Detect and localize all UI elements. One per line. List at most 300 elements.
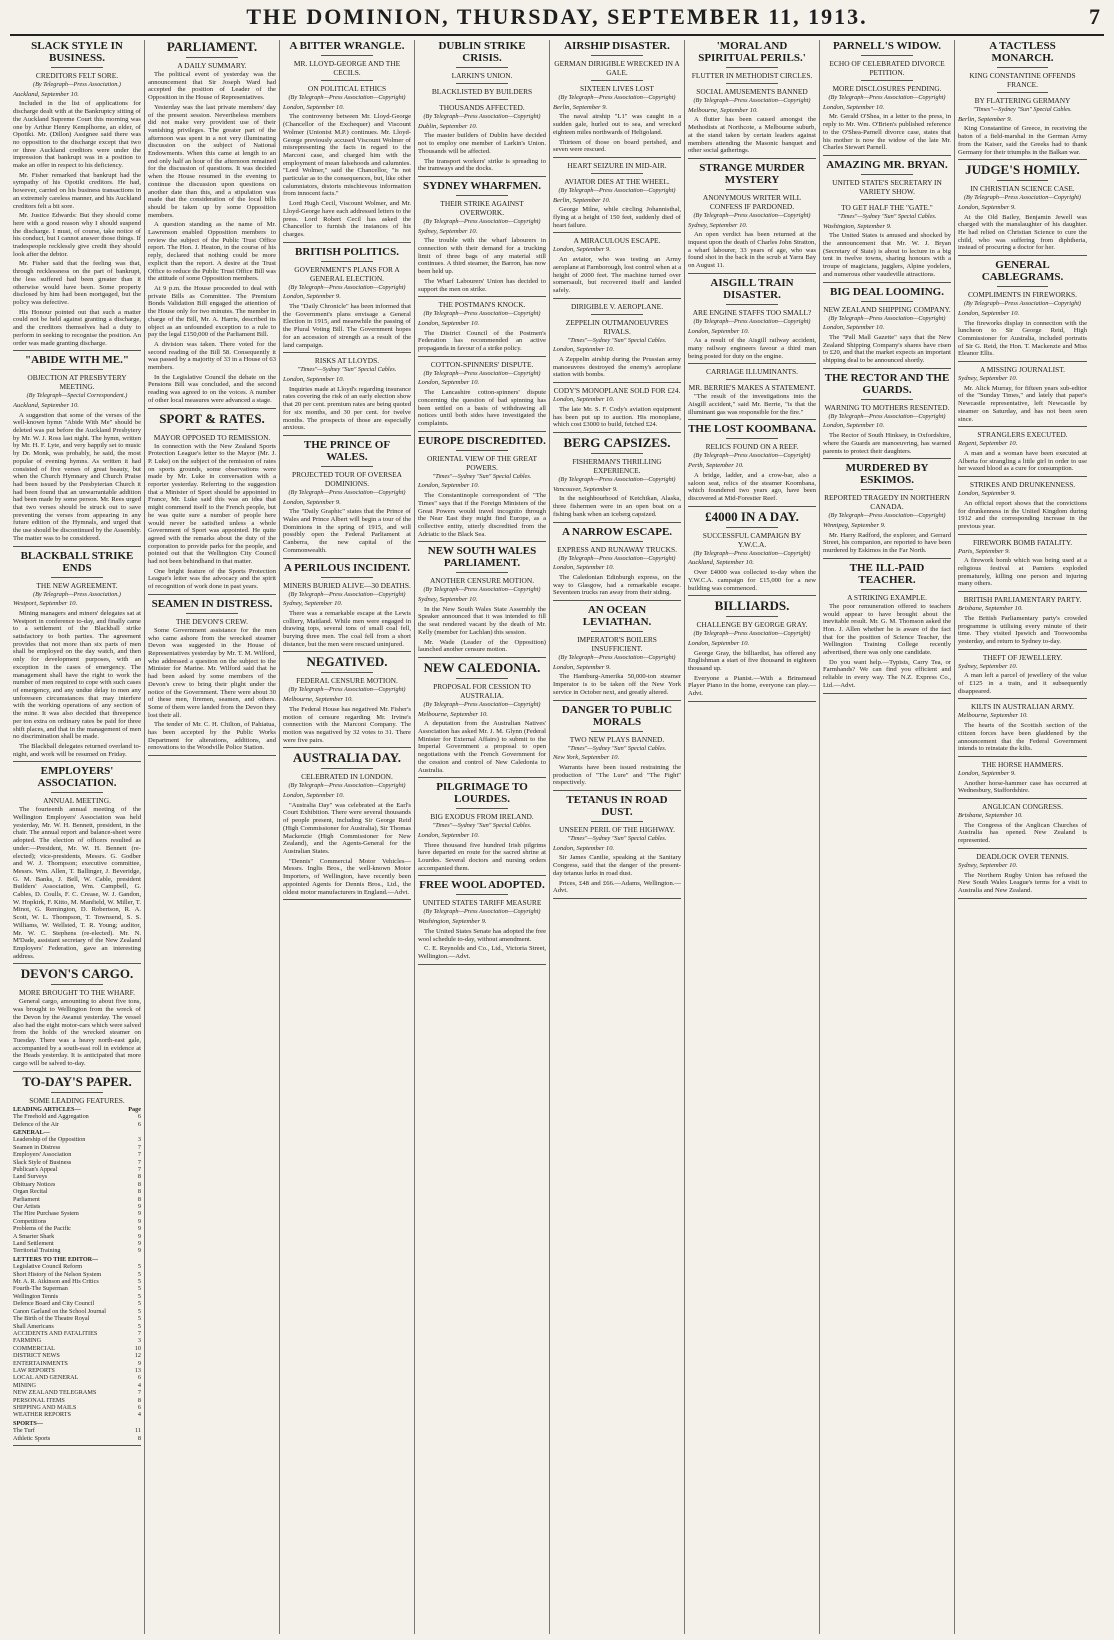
article-subheading: UNITED STATES TARIFF MEASURE: [422, 898, 542, 908]
article-paragraph: "The result of the investigations into the Aisgill accident," said Mr. Berrie, "is that the illuminant gas was responsible for the fire.": [688, 393, 816, 416]
article-paragraph: Washington, September 9.: [418, 918, 487, 926]
article-separator: [958, 476, 1087, 477]
article-dateline: (By Telegraph—Press Association—Copyright): [964, 300, 1081, 308]
article-subheading: TO GET HALF THE "GATE.": [841, 202, 933, 212]
article-subheading: CHALLENGE BY GEORGE GRAY.: [696, 620, 808, 630]
article-separator: [418, 777, 546, 778]
article: [823, 372, 951, 460]
article-paragraph: The United States Senate has adopted the free wool schedule to-day, without amendment.: [418, 927, 546, 943]
divider: [51, 1092, 102, 1093]
article-paragraph: In connection with the New Zealand Sports Protection League's letter to the Mayor (Mr. J. P. Luke) on the subject of the remission of rates on sports grounds, some observations were made by Mr. Luke in conversation with a reporter yesterday. Referring to the suggestion that a Minister of Sport should be appointed in France, Mr. Luke said this was an idea that might commend itself to the French people, but he was quite sure a number of people here would never be satisfied unless a whole Government of Sport was appointed. He quite agreed with the remarks about the duty of the corporation to provide parks for the people, and pointed out that the Wellington City Council had not been behindhand in that matter.: [148, 442, 276, 566]
article-body: [283, 376, 411, 432]
article-dateline: (By Telegraph—Press Association—Copyright): [693, 317, 811, 325]
article-paragraph: A man and a woman have been executed at Alberta for strangling a little girl in order to use her waxed blood as a cure for consumption.: [958, 449, 1087, 473]
article-body: [688, 462, 816, 503]
article-subheading: FIREWORK BOMB FATALITY.: [972, 537, 1073, 547]
article-subheading: MR. LLOYD-GEORGE AND THE CECILS.: [293, 59, 401, 77]
article-paragraph: London, September 9.: [283, 498, 341, 506]
article-body: [823, 422, 951, 455]
article-paragraph: The British Parliamentary party's crowded programme is utilising every minute of their time. They visited Ipswich and Toowoomba yesterday, and return to Sydney to-day.: [958, 614, 1087, 645]
article-paragraph: Perth, September 10.: [688, 462, 744, 470]
article: [418, 781, 546, 876]
article-body: [13, 600, 141, 758]
divider: [51, 369, 102, 370]
article-headline: AIRSHIP DISASTER.: [564, 40, 670, 52]
contents-label: The Hire Purchase System: [13, 1210, 79, 1218]
contents-row: [13, 1240, 141, 1247]
article-dateline: (By Telegraph—Press Association—Copyright): [423, 369, 541, 377]
article-paragraph: A bridge, ladder, and a crow-bar, also a saloon seat, relics of the steamer Koombana, which foundered two years ago, have been discovered at Mid-Forestier Reef.: [688, 471, 816, 502]
article-paragraph: His Honour pointed out that such a matter could not be held against granting a discharge, and the creditors themselves had a duty to perform in seeking to recognise the position. An order was made granting discharge.: [13, 308, 141, 347]
contents-row: [13, 1308, 141, 1315]
article-body: [418, 596, 546, 654]
contents-row: [13, 1345, 141, 1352]
article-body: [418, 228, 546, 294]
contents-page: 3: [137, 1337, 141, 1345]
contents-label: Obituary Notices: [13, 1180, 56, 1188]
article-subheading: KILTS IN AUSTRALIAN ARMY.: [970, 702, 1075, 712]
article-paragraph: Brisbane, September 10.: [958, 812, 1023, 820]
article-body: [958, 310, 1087, 358]
article-paragraph: London, September 10.: [283, 375, 345, 383]
contents-label: The Freehold and Aggregation: [13, 1113, 89, 1121]
article-paragraph: A deputation from the Australian Natives' Association has asked Mr. J. M. Glynn (Federal Minister for External Affairs) to submit to the Imperial Government a proposal to open negotiations with the French Government for the cession and control of New Caledonia to Australia.: [418, 720, 546, 774]
contents-page: 5: [137, 1322, 141, 1330]
article-paragraph: The late Mr. S. F. Cody's aviation equipment has been put up to auction. His monoplane, which cost £3000 to build, fetched £24.: [553, 405, 681, 429]
divider: [726, 83, 777, 84]
article-headline: TO-DAY'S PAPER.: [22, 1073, 132, 1089]
article-subheading: COMPLIMENTS IN FIREWORKS.: [967, 290, 1078, 300]
article-separator: [958, 591, 1087, 592]
divider: [591, 314, 642, 315]
contents-row: [13, 1435, 141, 1442]
contents-label: Athletic Sports: [13, 1434, 51, 1442]
article-body: [958, 605, 1087, 646]
article: [283, 562, 411, 653]
article-subheading: A MIRACULOUS ESCAPE.: [573, 236, 661, 246]
article-paragraph: London, September 9.: [958, 203, 1016, 211]
article: [823, 562, 951, 694]
contents-label: The Birth of the Theatre Royal: [13, 1315, 90, 1323]
article-separator: [553, 898, 681, 899]
article-subheading: SOCIAL AMUSEMENTS BANNED: [696, 87, 808, 96]
article-separator: [958, 798, 1087, 799]
article-body: [688, 640, 816, 698]
article-subheading: A STRIKING EXAMPLE.: [847, 592, 927, 602]
article-separator: [418, 431, 546, 432]
article-paragraph: The tender of Mr. C. H. Chilton, of Pahiatua, has been accepted by the Public Works Department for alterations, additions, and renovations to the Woodville Police Station.: [148, 721, 276, 752]
article-subheading: ANONYMOUS WRITER WILL CONFESS IF PARDONED.: [702, 192, 802, 211]
article-subheading: FISHERMAN'S THRILLING EXPERIENCE.: [572, 456, 662, 475]
article-paragraph: The trouble with the wharf labourers in connection with their demand for a trucking limit of three bags of any material still continues. A third steamer, the Barron, has now been held up.: [418, 237, 546, 276]
article: [13, 1075, 141, 1446]
contents-page: 7: [137, 1151, 141, 1159]
divider: [456, 572, 507, 573]
article: [13, 40, 141, 351]
contents-page: 5: [137, 1278, 141, 1286]
article: [553, 161, 681, 234]
contents-page: 5: [137, 1285, 141, 1293]
article-dateline: (By Telegraph—Press Association—Copyright): [828, 94, 946, 101]
article: [13, 550, 141, 763]
article-headline: "ABIDE WITH ME.": [24, 354, 129, 367]
article-subheading: KING CONSTANTINE OFFENDS FRANCE.: [969, 71, 1076, 89]
article-subheading: THE NEW AGREEMENT.: [36, 580, 118, 590]
contents-page: 9: [137, 1210, 141, 1218]
article-subheading: SIXTEEN LIVES LOST: [580, 84, 654, 93]
article-paragraph: The Congress of the Anglican Churches of Australia has opened. New Zealand is represented.: [958, 821, 1087, 845]
article-body: [148, 71, 276, 405]
article-paragraph: C. E. Reynolds and Co., Ltd., Victoria Street, Wellington.—Advt.: [418, 945, 546, 960]
article-body: [418, 123, 546, 173]
divider: [591, 821, 642, 822]
article-paragraph: London, September 10.: [823, 422, 885, 430]
article: [283, 751, 411, 900]
article-subheading: OBJECTION AT PRESBYTERY MEETING.: [27, 373, 127, 392]
masthead: [10, 4, 1104, 36]
article-paragraph: A flutter has been caused amongst the Methodists at Northcote, a Melbourne suburb, at the stand taken by certain leaders against members attending the Masonic banquet and other social gatherings.: [688, 116, 816, 155]
contents-label: Our Artists: [13, 1203, 41, 1210]
article-body: [958, 862, 1087, 895]
article-subheading: MORE BROUGHT TO THE WHARF.: [19, 988, 135, 998]
divider: [456, 195, 507, 196]
article-paragraph: The Constantinople correspondent of "The Times" says that if the Foreign Ministers of the Great Powers would travel incognito through the Near East they might find Europe, as a collective entity, utterly discredited from the Adriatic to the Black Sea.: [418, 492, 546, 538]
contents-row: [13, 1166, 141, 1173]
article-body: [418, 482, 546, 538]
article-headline: NEW SOUTH WALES PARLIAMENT.: [427, 545, 537, 570]
article-paragraph: London, September 10.: [553, 844, 615, 852]
article-separator: [553, 432, 681, 433]
contents-page: 7: [137, 1143, 141, 1151]
contents-page: 8: [137, 1195, 141, 1203]
article-paragraph: "Dennis" Commercial Motor Vehicles—Messrs. Inglis Bros., the well-known Motor Importers, of Wellington, have recently been appointed Agents for Dennis Bros., Ltd., the oldest motor manufacturers in England.—Advt.: [283, 857, 411, 896]
contents-row: [13, 1225, 141, 1232]
article-dateline: (By Telegraph—Press Association—Copyright): [423, 586, 541, 594]
contents-label: MINING: [13, 1381, 37, 1389]
article: [958, 163, 1087, 256]
article-separator: [283, 352, 411, 353]
article-body: [148, 443, 276, 591]
article-paragraph: London, September 9.: [958, 490, 1016, 498]
article-paragraph: The Northern Rugby Union has refused the New South Wales League's terms for a visit to Australia and New Zealand.: [958, 871, 1087, 894]
contents-row: [13, 1367, 141, 1374]
article-body: [553, 246, 681, 294]
article-separator: [958, 255, 1087, 256]
article-separator: [553, 298, 681, 299]
contents-label: Leadership of the Opposition: [13, 1136, 86, 1144]
article-subheading: THOUSANDS AFFECTED.: [439, 103, 525, 112]
contents-page: 8: [137, 1173, 141, 1181]
article-paragraph: The Hamburg-Amerika 50,000-ton steamer Imperator is to be taken off the New York service in October next, and greatly altered.: [553, 673, 681, 696]
article-subheading: ANGLICAN CONGRESS.: [982, 802, 1063, 812]
article: [958, 259, 1087, 362]
article-separator: [958, 698, 1087, 699]
divider: [51, 67, 102, 68]
article-subheading: FEDERAL CENSURE MOTION.: [296, 676, 398, 686]
divider: [321, 577, 372, 578]
article-separator: [13, 963, 141, 964]
article-headline: DUBLIN STRIKE CRISIS.: [438, 40, 526, 64]
divider: [861, 80, 912, 81]
contents-page: Page: [128, 1105, 141, 1113]
article-subheading: BIG EXODUS FROM IRELAND.: [430, 812, 534, 822]
article: [553, 302, 681, 384]
article-paragraph: London, September 10.: [283, 103, 345, 111]
article-subheading: MAYOR OPPOSED TO REMISSION.: [153, 432, 271, 442]
article-paragraph: London, September 9.: [553, 246, 611, 254]
contents-label: Land Surveys: [13, 1173, 48, 1181]
article-dateline: (By Telegraph—Press Association—Copyright): [828, 314, 946, 322]
contents-page: 8: [137, 1180, 141, 1188]
article-separator: [958, 361, 1087, 362]
divider: [726, 379, 777, 380]
article-paragraph: In the New South Wales State Assembly the Speaker announced that it was intended to fill the seat rendered vacant by the death of Mr. Kelly (member for Lachlan) this session.: [418, 605, 546, 636]
article-subheading: STRANGLERS EXECUTED.: [977, 430, 1068, 440]
divider: [321, 466, 372, 467]
contents-page: 9: [137, 1225, 141, 1233]
article-paragraph: Sydney, September 10.: [418, 596, 478, 604]
contents-row: [13, 1330, 141, 1337]
contents-page: 8: [137, 1188, 141, 1196]
article-paragraph: The fourteenth annual meeting of the Wellington Employers' Association was held yesterday, Mr. W. H. Bennett, president, in the chair. The annual report and balance-sheet were adopted. The election of officers resulted as under:—President, Mr. W. H. Bennett (re-elected); vice-presidents, Messrs. G. Godber and W. J. Thompson; executive committee, Messrs. Wm. Allen, T. Ballinger, J. Beveridge, G. M. Banks, J. Bell, W. Cable, president Builders' Association, Wm. Campbell, G. Cables, D. Coulls, F. C. Crease, W. J. Gandon, W. Hopkirk, F. Kitto, M. Manfield, W. Miller, T. Minot, G. Remington, D. Robertson, R. A. Scott, W. L. Thompson, T. Townsend, S. S. Williams, W. Wellsted, T. R. Young; auditor, Mr. W. C. Stephens (re-elected). Mr. N. M'Dade, assistant secretary of the New Zealand Employers' Federation, gave an interesting address.: [13, 806, 141, 960]
article: [418, 180, 546, 297]
article: [958, 760, 1087, 799]
divider: [321, 672, 372, 673]
article-body: [958, 712, 1087, 753]
article-headline: £4000 IN A DAY.: [705, 508, 799, 524]
page-number: 7: [1089, 4, 1100, 29]
divider: [591, 80, 642, 81]
article: [553, 386, 681, 433]
article-subheading: ORIENTAL VIEW OF THE GREAT POWERS.: [427, 453, 537, 472]
article-headline: EUROPE DISCREDITED.: [418, 434, 546, 447]
divider: [997, 67, 1049, 68]
article-subheading: ON POLITICAL ETHICS: [307, 84, 387, 93]
article-subheading: UNITED STATE'S SECRETARY IN VARIETY SHOW.: [832, 177, 942, 196]
article-separator: [958, 649, 1087, 650]
article-body: [823, 324, 951, 365]
article: [823, 40, 951, 156]
article-subheading: LARKIN'S UNION.: [451, 71, 513, 80]
article-subheading: BY FLATTERING GERMANY: [974, 96, 1071, 105]
article-paragraph: The controversy between Mr. Lloyd-George (Chancellor of the Exchequer) and Viscount Wolmer (Unionist M.P.) continues. Mr. Lloyd-George previously accused Viscount Wolmer of misrepresenting the facts in regard to the Marconi case, and charged him with the employment of mean falsehoods and calumnies. "Lord Wolmer," said the Chancellor, "is not particular as to the consequences, but, like other calumniators, distorts mischievous information from innocent facts.": [283, 113, 411, 198]
article: [688, 367, 816, 420]
article: [418, 360, 546, 432]
article-paragraph: Mr. Fisher remarked that bankrupt had the sympathy of his Opotiki creditors. He had, however, carried on his business transactions in an extremely careless manner, and his Auckland creditors felt a bit sore.: [13, 171, 141, 210]
article: [688, 162, 816, 274]
article-paragraph: Mr. Gerald O'Shea, in a letter to the press, in reply to Mr. Wm. O'Brien's published reference to the O'Shea-Parnell divorce case, states that his mother is now the widow of the late Mr. Charles Stewart Parnell.: [823, 113, 951, 152]
article-subheading: COTTON-SPINNERS' DISPUTE.: [430, 359, 534, 369]
contents-row: [13, 1151, 141, 1158]
contents-label: Short History of the Nelson System: [13, 1270, 102, 1278]
article-headline: AISGILL TRAIN DISASTER.: [710, 276, 794, 301]
article-body: [688, 222, 816, 270]
article-paragraph: Over £4000 was collected to-day when the Y.W.C.A. campaign for £15,000 for a new building was commenced.: [688, 569, 816, 592]
article-paragraph: The transport workers' strike is spreading to the tramways and the docks.: [418, 157, 546, 173]
article-headline: A NARROW ESCAPE.: [561, 525, 673, 538]
contents-row: [13, 1374, 141, 1381]
article-subheading: DEADLOCK OVER TENNIS.: [976, 851, 1069, 861]
contents-row: [13, 1337, 141, 1344]
article-body: [553, 104, 681, 154]
contents-label: ENTERTAINMENTS: [13, 1359, 68, 1367]
article-dateline: "Times"—Sydney "Sun" Special Cables.: [297, 366, 397, 374]
article: [148, 412, 276, 595]
article-headline: EMPLOYERS' ASSOCIATION.: [37, 765, 117, 790]
article-subheading: STRIKES AND DRUNKENNESS.: [969, 480, 1076, 490]
article-separator: [688, 419, 816, 420]
article-subheading: BRITISH PARLIAMENTARY PARTY.: [963, 595, 1082, 605]
article-dateline: (By Telegraph—Press Association—Copyright): [828, 512, 946, 520]
divider: [726, 189, 777, 190]
contents-label: Defence Board and City Council: [13, 1300, 95, 1308]
contents-row: [13, 1360, 141, 1367]
article-paragraph: Berlin, September 9.: [553, 103, 608, 111]
article-subheading: IN CHRISTIAN SCIENCE CASE.: [970, 184, 1075, 194]
divider: [186, 57, 237, 58]
article: [823, 462, 951, 559]
contents-row: [13, 1256, 141, 1263]
contents-row: [13, 1285, 141, 1292]
article-subheading: AVIATOR DIES AT THE WHEEL.: [564, 176, 670, 186]
article-dateline: "Times"—Sydney "Sun" Special Cables.: [432, 472, 532, 480]
article-dateline: "Times"—Sydney "Sun" Special Cables.: [432, 822, 532, 830]
article-body: [958, 548, 1087, 589]
article-subheading: TWO NEW PLAYS BANNED.: [569, 734, 665, 744]
article-paragraph: London, September 10.: [418, 482, 480, 490]
article-body: [958, 204, 1087, 252]
contents-label: Shall Americans: [13, 1322, 54, 1330]
article-separator: [823, 368, 951, 369]
divider: [321, 55, 372, 56]
article: [283, 439, 411, 559]
article-headline: A TACTLESS MONARCH.: [989, 40, 1056, 64]
article-headline: BIG DEAL LOOMING.: [830, 285, 944, 298]
article-paragraph: A Zeppelin airship during the Prussian army manoeuvres destroyed the enemy's aeroplane station with bombs.: [553, 356, 681, 379]
article-body: [418, 711, 546, 775]
article-dateline: (By Telegraph—Press Association—Copyright): [558, 554, 676, 562]
article-separator: [553, 382, 681, 383]
divider: [591, 453, 642, 454]
article-body: [823, 223, 951, 279]
article-subheading: SUCCESSFUL CAMPAIGN BY Y.W.C.A.: [702, 530, 802, 549]
article-subheading: THE HORSE HAMMERS.: [981, 759, 1064, 769]
article-paragraph: General cargo, amounting to about five tons, was brought to Wellington from the wreck of the Devon by the Awanui yesterday. The vessel also had the eight motor-cars which were salved from the holds of the wrecked steamer on Tuesday. There was a heavy north-east gale, accompanied by a south-east roll in evidence at the Heads yesterday. It is anticipated that more cargo will be salved to-day.: [13, 998, 141, 1068]
article-paragraph: King Constantine of Greece, in receiving the baton of a field-marshal in the German Army from the Kaiser, said the Greeks had to thank Germany for their triumphs in the Balkan war.: [958, 125, 1087, 156]
article-paragraph: Prices, £48 and £66.—Adams, Wellington.—Advt.: [553, 879, 681, 895]
contents-page: 13: [134, 1366, 141, 1374]
contents-label: Publican's Appeal: [13, 1165, 58, 1173]
article: [688, 423, 816, 506]
article-separator: [418, 964, 546, 965]
contents-label: Mr. A. R. Atkinson and His Critics: [13, 1278, 99, 1286]
article: [688, 277, 816, 365]
contents-row: [13, 1315, 141, 1322]
contents-row: [13, 1382, 141, 1389]
article-separator: [553, 790, 681, 791]
article-paragraph: Mr. Alick Murray, for fifteen years sub-editor of the "Sunday Times," and lately that paper's Newcastle representative, left Newcastle by steamer on Saturday, and has not been seen since.: [958, 384, 1087, 423]
article-paragraph: A question standing as the name of Mr. Lawrenson enabled Opposition members to review the subject of the Public Trust Office report. The Hon. J. Heaton, in the course of his reply, declared that nothing could be more explicit than the report. A desire at the Trust Office to reduce the Public Trust Office Bill was the attitude of some Opposition members.: [148, 221, 276, 283]
divider: [591, 731, 642, 732]
article-subheading: BLACKLISTED BY BUILDERS: [431, 87, 533, 96]
article: [283, 655, 411, 748]
article-separator: [823, 693, 951, 694]
article-headline: NEGATIVED.: [306, 654, 388, 670]
article-headline: SYDNEY WHARFMEN.: [423, 179, 541, 192]
article-subheading: ECHO OF CELEBRATED DIVORCE PETITION.: [829, 59, 945, 77]
article-paragraph: Mining managers and miners' delegates sat at Westport in conference to-day, and finally came to a settlement of the Blackball strike satisfactory to both parties. The agreement provides that not more than six parts of men shall be employed on the day watch, and then only for development purposes, with an exception in the cases of emergency. The management shall have the right to work the number of men required to cope with such cases of emergency, and any undue delay to men any unforeseen circumstances that may interfere with the working operations of any section of the mine. It was also decided that threepence per ton extra on ordinary rates be paid for three shift places, and that in the management of men no discrimination shall be made.: [13, 609, 141, 741]
column-1: [10, 40, 145, 1634]
article-paragraph: An aviator, who was testing an Army aeroplane at Farnborough, lost control when at a height of 2000 feet. The machine turned over somersault, but recovered itself and landed safely.: [553, 256, 681, 294]
article: [688, 599, 816, 702]
article-headline: SPORT & RATES.: [159, 410, 265, 426]
contents-row: [13, 1278, 141, 1285]
article-paragraph: London, September 9.: [553, 663, 611, 671]
article-paragraph: London, September 10.: [418, 831, 480, 839]
contents-page: 5: [137, 1300, 141, 1308]
article-body: [958, 116, 1087, 157]
divider: [726, 527, 777, 528]
divider: [456, 450, 507, 451]
article-paragraph: Paris, September 9.: [958, 547, 1011, 555]
contents-page: 9: [137, 1359, 141, 1367]
article-paragraph: Inquiries made at Lloyd's regarding insurance rates covering the risk of an early election show that 20 per cent. premium rates are being quoted for six months, and 30 per cent. for twelve months. The prospects of those are especially anxious.: [283, 385, 411, 432]
divider: [591, 631, 642, 632]
article-body: [418, 918, 546, 961]
article-headline: PARNELL'S WIDOW.: [833, 40, 941, 52]
article-subheading: ARE ENGINE STAFFS TOO SMALL?: [692, 307, 812, 317]
article-body: [958, 375, 1087, 423]
article-body: [688, 393, 816, 416]
article-headline: BILLIARDS.: [714, 598, 790, 614]
article-body: [823, 104, 951, 152]
article-separator: [13, 1071, 141, 1072]
article-paragraph: Melbourne, September 10.: [283, 696, 353, 704]
article: [958, 430, 1087, 477]
article-dateline: (By Telegraph—Press Association—Copyright): [423, 217, 541, 225]
article-separator: [688, 363, 816, 364]
article-paragraph: London, September 10.: [418, 379, 480, 387]
contents-label: Fourth-The Superman: [13, 1285, 68, 1293]
article-headline: THE ILL-PAID TEACHER.: [849, 561, 925, 586]
contents-page: 7: [137, 1389, 141, 1397]
article-headline: PARLIAMENT.: [166, 40, 258, 54]
article-subheading: HEART SEIZURE IN MID-AIR.: [567, 160, 667, 170]
article-dateline: (By Telegraph—Press Association—Copyright): [558, 94, 676, 101]
article-separator: [553, 600, 681, 601]
article-subheading: THEIR STRIKE AGAINST OVERWORK.: [440, 198, 524, 217]
contents-label: COMMERCIAL: [13, 1344, 55, 1352]
article-separator: [553, 157, 681, 158]
contents-page: 3: [137, 1136, 141, 1144]
column-5: [550, 40, 685, 1634]
article-separator: [553, 522, 681, 523]
article-dateline: (By Telegraph—Press Association—Copyright): [288, 782, 406, 790]
article-body: [553, 845, 681, 895]
contents-row: [13, 1129, 141, 1136]
contents-row: [13, 1196, 141, 1203]
article-paragraph: Mr. Fisher said that the feeling was that, through recklessness on the part of bankrupt, the less suffered had been greater than it otherwise would have been. Some property disclosed by him had been mortgaged, but the policy was defective.: [13, 260, 141, 306]
article-subheading: FLUTTER IN METHODIST CIRCLES.: [691, 71, 813, 80]
contents-label: Legislative Council Reform: [13, 1263, 83, 1271]
article-headline: JUDGE'S HOMILY.: [965, 162, 1080, 178]
article-dateline: "Times"—Sydney "Sun" Special Cables.: [567, 744, 667, 752]
article-body: [958, 663, 1087, 696]
article-subheading: A DAILY SUMMARY.: [177, 61, 247, 70]
article-separator: [553, 700, 681, 701]
contents-label: FARMING: [13, 1337, 42, 1345]
article-separator: [958, 756, 1087, 757]
